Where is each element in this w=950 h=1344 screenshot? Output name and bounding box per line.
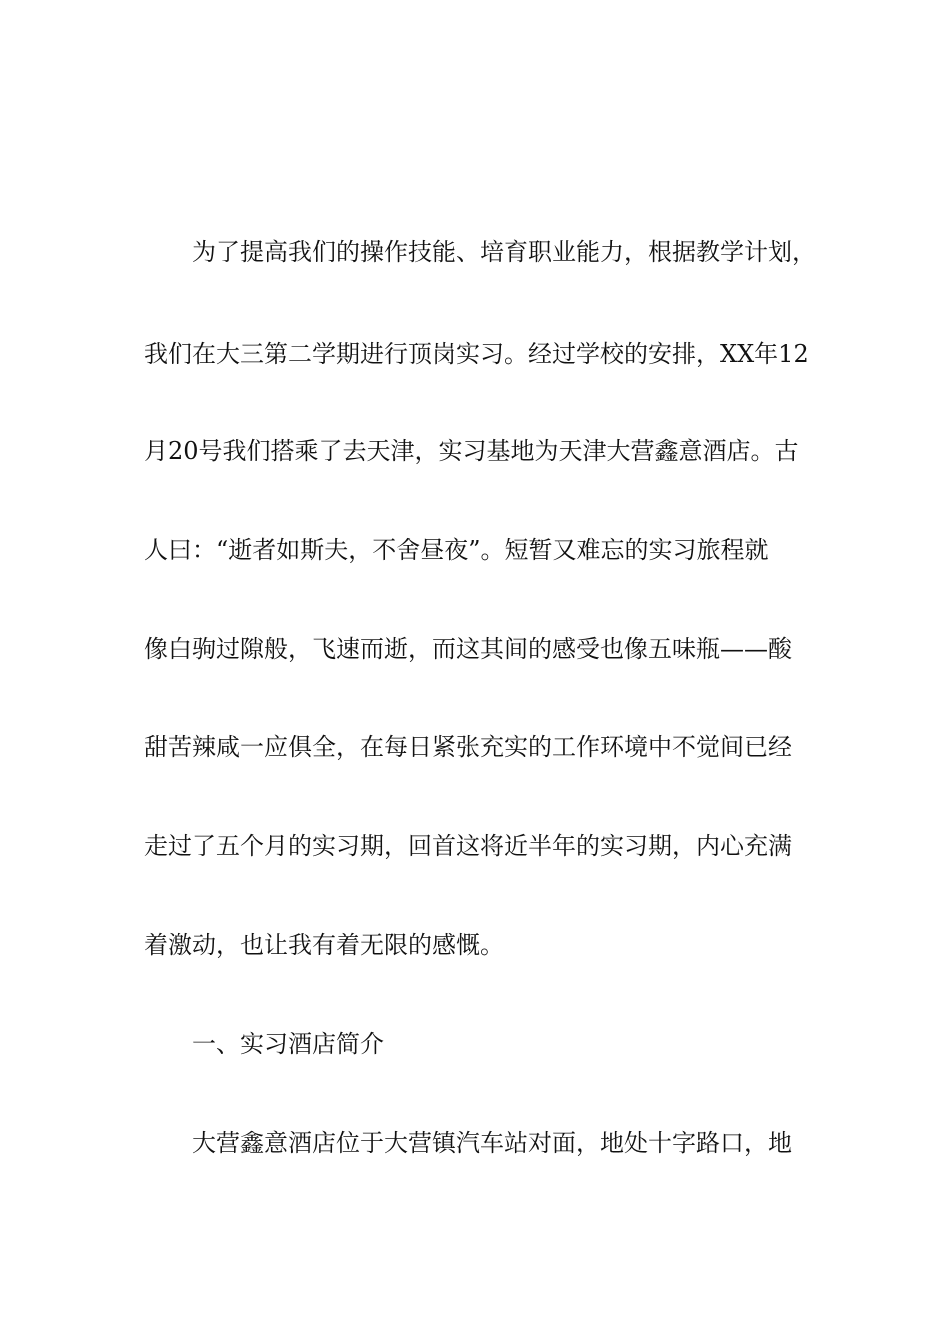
paragraph-line: 甜苦辣咸一应俱全，在每日紧张充实的工作环境中不觉间已经 bbox=[144, 733, 792, 761]
paragraph-line: 我们在大三第二学期进行顶岗实习。经过学校的安排，XX年12 bbox=[144, 340, 809, 368]
paragraph-line: 大营鑫意酒店位于大营镇汽车站对面，地处十字路口，地 bbox=[192, 1129, 792, 1157]
paragraph-line: 为了提高我们的操作技能、培育职业能力，根据教学计划， bbox=[192, 238, 816, 266]
section-heading: 一、实习酒店简介 bbox=[192, 1030, 384, 1058]
paragraph-line: 月20号我们搭乘了去天津，实习基地为天津大营鑫意酒店。古 bbox=[144, 437, 799, 465]
paragraph-line: 走过了五个月的实习期，回首这将近半年的实习期，内心充满 bbox=[144, 832, 792, 860]
paragraph-line: 像白驹过隙般，飞速而逝，而这其间的感受也像五味瓶——酸 bbox=[144, 635, 792, 663]
paragraph-line: 人曰：“逝者如斯夫，不舍昼夜”。短暂又难忘的实习旅程就 bbox=[144, 536, 769, 564]
paragraph-line: 着激动，也让我有着无限的感慨。 bbox=[144, 931, 504, 959]
